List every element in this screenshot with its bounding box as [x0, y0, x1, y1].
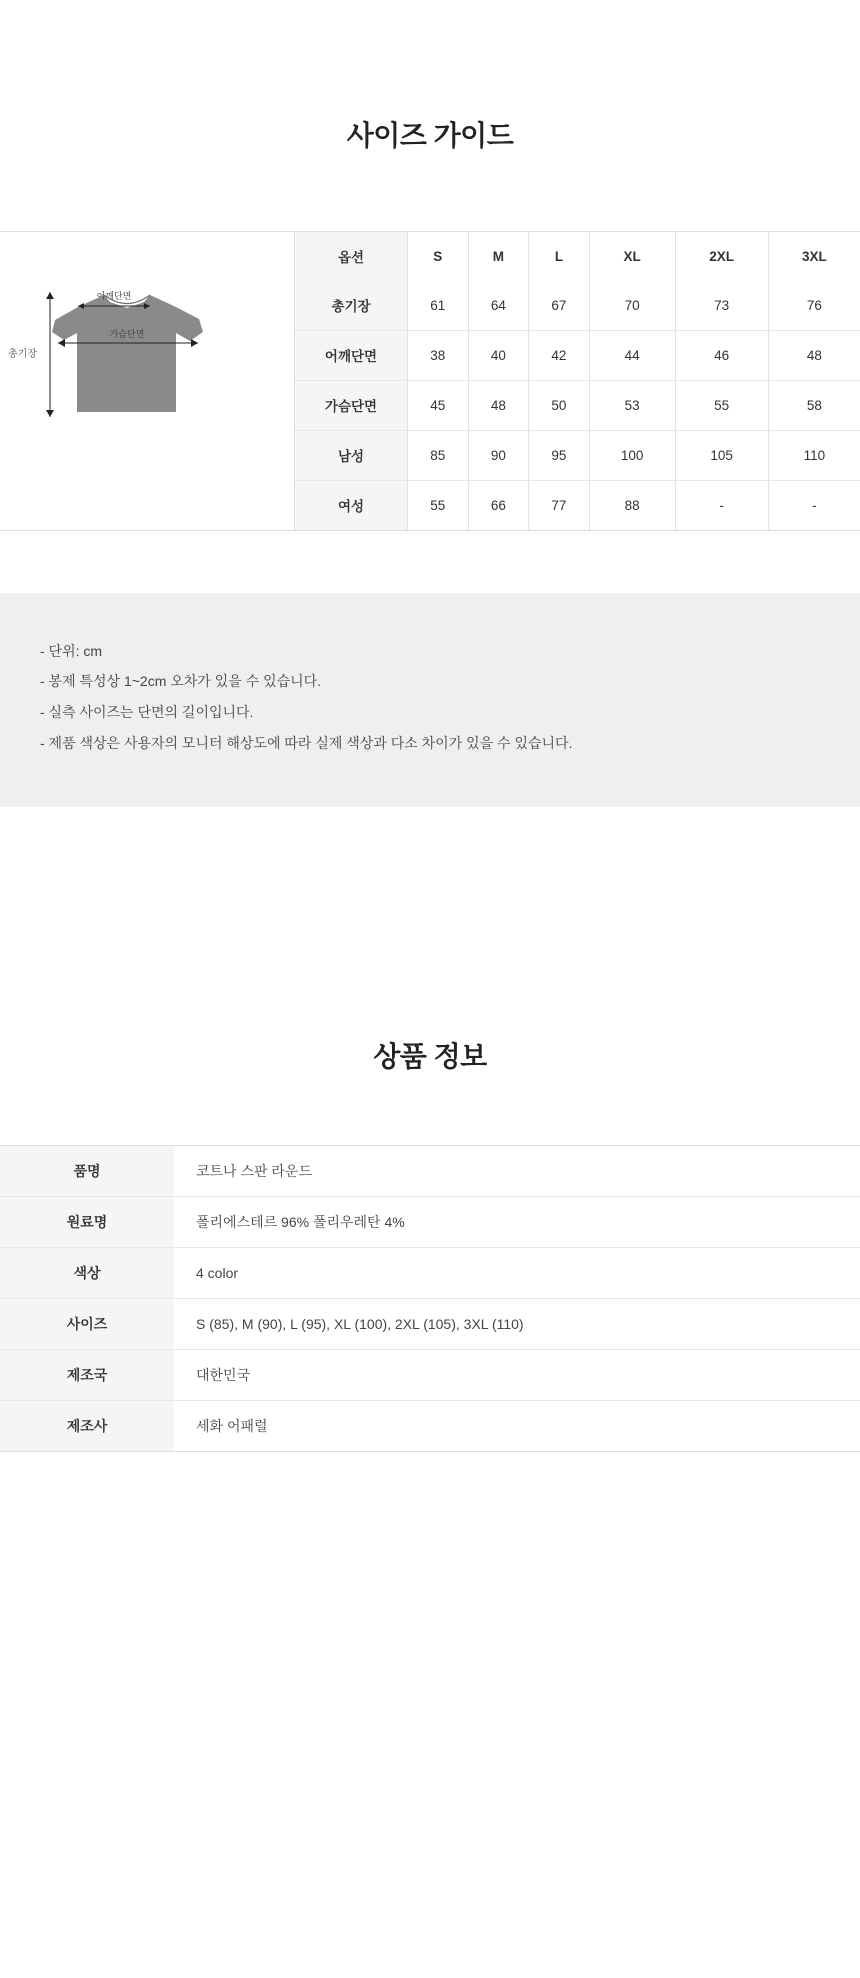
size-cell: 53	[589, 380, 675, 430]
table-row	[0, 1145, 860, 1196]
info-row-label: 원료명	[0, 1196, 174, 1247]
size-cell: 45	[408, 380, 469, 430]
length-arrow-bottom-icon	[46, 410, 54, 417]
size-cell: 44	[589, 330, 675, 380]
size-row-label: 남성	[295, 430, 408, 480]
table-row	[0, 1349, 860, 1400]
size-table-header-option: 옵션	[295, 232, 408, 281]
info-row-value: 4 color	[174, 1247, 860, 1298]
note-line: - 제품 색상은 사용자의 모니터 해상도에 따라 실제 색상과 다소 차이가 있을 수 있습니다.	[40, 733, 820, 755]
size-cell: 50	[529, 380, 590, 430]
size-row-label: 어깨단면	[295, 330, 408, 380]
size-row-label: 여성	[295, 480, 408, 530]
info-row-label: 색상	[0, 1247, 174, 1298]
size-notes-panel	[0, 593, 860, 807]
size-table-header-3xl: 3XL	[768, 232, 860, 281]
table-row	[295, 430, 860, 480]
size-cell: 90	[468, 430, 529, 480]
size-table-body	[295, 281, 860, 530]
info-row-label: 품명	[0, 1145, 174, 1196]
size-table-header-2xl: 2XL	[675, 232, 768, 281]
note-line: - 단위: cm	[40, 641, 820, 663]
product-detail-page	[0, 19, 860, 1452]
table-row	[0, 1247, 860, 1298]
product-info-body	[0, 1145, 860, 1451]
tshirt-illustration	[0, 232, 294, 507]
size-cell: 64	[468, 281, 529, 331]
size-table-head	[295, 232, 860, 281]
size-table-header-s: S	[408, 232, 469, 281]
size-cell: 77	[529, 480, 590, 530]
size-guide-block	[0, 231, 860, 531]
table-row	[295, 380, 860, 430]
length-label: 총기장	[8, 347, 37, 360]
size-cell: 48	[768, 330, 860, 380]
shoulder-label: 어깨단면	[97, 290, 132, 301]
size-cell: 46	[675, 330, 768, 380]
size-cell: 110	[768, 430, 860, 480]
size-cell: 76	[768, 281, 860, 331]
size-row-label: 총기장	[295, 281, 408, 331]
product-info-title: 상품 정보	[0, 1035, 860, 1075]
table-row	[295, 281, 860, 331]
size-table	[294, 232, 860, 530]
info-row-value: 세화 어패럴	[174, 1400, 860, 1451]
size-cell: 66	[468, 480, 529, 530]
size-cell: 55	[408, 480, 469, 530]
info-row-label: 제조사	[0, 1400, 174, 1451]
size-guide-title: 사이즈 가이드	[0, 19, 860, 154]
size-cell: -	[768, 480, 860, 530]
size-cell: 58	[768, 380, 860, 430]
info-row-value: 대한민국	[174, 1349, 860, 1400]
size-cell: 61	[408, 281, 469, 331]
size-table-header-xl: XL	[589, 232, 675, 281]
size-cell: 105	[675, 430, 768, 480]
table-row	[295, 330, 860, 380]
size-table-header-row	[295, 232, 860, 281]
note-line: - 봉제 특성상 1~2cm 오차가 있을 수 있습니다.	[40, 671, 820, 693]
table-row	[295, 480, 860, 530]
size-table-header-m: M	[468, 232, 529, 281]
table-row	[0, 1196, 860, 1247]
info-row-value: 폴리에스테르 96% 폴리우레탄 4%	[174, 1196, 860, 1247]
size-cell: 42	[529, 330, 590, 380]
product-info-table	[0, 1145, 860, 1452]
table-row	[0, 1298, 860, 1349]
size-table-header-l: L	[529, 232, 590, 281]
size-cell: 85	[408, 430, 469, 480]
table-row	[0, 1400, 860, 1451]
note-line: - 실측 사이즈는 단면의 길이입니다.	[40, 702, 820, 724]
chest-label: 가슴단면	[110, 328, 145, 339]
tshirt-shape	[52, 295, 203, 412]
info-row-label: 제조국	[0, 1349, 174, 1400]
tshirt-diagram	[0, 232, 294, 530]
size-cell: 40	[468, 330, 529, 380]
length-arrow-top-icon	[46, 292, 54, 299]
info-row-value: S (85), M (90), L (95), XL (100), 2XL (105), 3XL (110)	[174, 1298, 860, 1349]
size-cell: 67	[529, 281, 590, 331]
size-cell: 48	[468, 380, 529, 430]
size-cell: 38	[408, 330, 469, 380]
size-cell: 88	[589, 480, 675, 530]
size-cell: 95	[529, 430, 590, 480]
info-row-value: 코트나 스판 라운드	[174, 1145, 860, 1196]
size-cell: -	[675, 480, 768, 530]
size-cell: 100	[589, 430, 675, 480]
chest-arrow-right-icon	[191, 339, 198, 347]
info-row-label: 사이즈	[0, 1298, 174, 1349]
size-cell: 55	[675, 380, 768, 430]
size-cell: 70	[589, 281, 675, 331]
size-cell: 73	[675, 281, 768, 331]
size-row-label: 가슴단면	[295, 380, 408, 430]
chest-arrow-left-icon	[58, 339, 65, 347]
